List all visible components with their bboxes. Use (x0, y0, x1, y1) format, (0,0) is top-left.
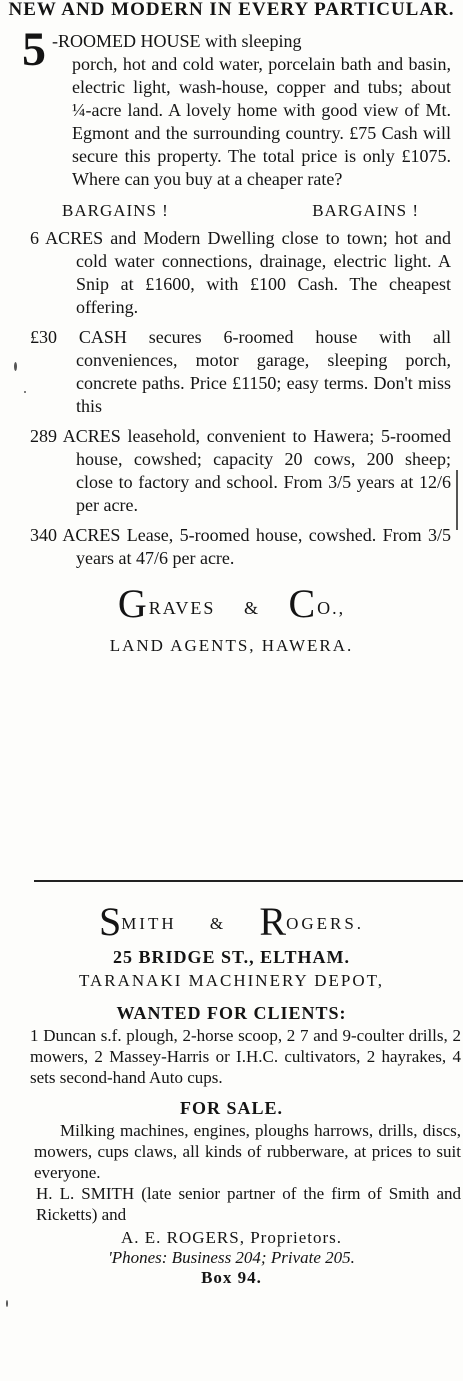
firm-initial-c: C (288, 581, 318, 626)
scan-speck (24, 391, 26, 393)
firm-name-part1: RAVES (148, 598, 216, 618)
proprietors-line: A. E. ROGERS, Proprietors. (120, 1228, 343, 1247)
listing-30-cash: £30 CASH secures 6-roomed house with all conveniences, motor garage, sleeping porch, concrete paths. Price £1150; easy terms. Don't miss this (30, 327, 451, 416)
firm-name-part2: O., (317, 598, 346, 618)
listing-340-acres: 340 ACRES Lease, 5-roomed house, cowshed. From 3/5 years at 47/6 per acre. (30, 525, 451, 568)
bargains-left: BARGAINS ! (62, 201, 169, 220)
company-initial-s: S (98, 899, 122, 944)
intro-first-line: -ROOMED HOUSE with sleeping (52, 31, 302, 51)
forsale-body: Milking machines, engines, ploughs harrows, drills, discs, mowers, cups claws, all kinds of rubberware, at prices to suit everyone. (34, 1121, 461, 1182)
listing-6-acres: 6 ACRES and Modern Dwelling close to town; hot and cold water connections, drainage, electric light. A Snip at £1600, with £100 Cash. The cheapest offering. (30, 228, 451, 317)
column-divider (34, 880, 463, 882)
forsale-heading: FOR SALE. (179, 1098, 284, 1118)
box-number: Box 94. (201, 1268, 262, 1287)
intro-body: porch, hot and cold water, porcelain bath and basin, electric light, wash-house, copper and tubs; about ¼-acre land. A lovely home with good view of Mt. Egmont and the surrounding country. £75 Cash will secure this property. The total price is only £1075. Where can you buy at a cheaper rate? (72, 54, 451, 189)
scan-edge-mark (456, 470, 458, 530)
company-name-part1: MITH (121, 914, 177, 933)
intro-paragraph (0, 23, 463, 191)
firm-subtitle: LAND AGENTS, HAWERA. (109, 636, 354, 655)
address: 25 BRIDGE ST., ELTHAM. (112, 947, 351, 967)
dropcap-numeral: 5 (22, 23, 46, 76)
firm-initial-g: G (117, 581, 149, 626)
wanted-heading: WANTED FOR CLIENTS: (116, 1003, 347, 1023)
graves-co-advertisement (0, 0, 463, 656)
bargains-banner (0, 199, 463, 223)
property-listings (0, 227, 463, 570)
scan-speck (14, 362, 17, 371)
phone-numbers: 'Phones: Business 204; Private 205. (108, 1248, 355, 1267)
bargains-right: BARGAINS ! (312, 201, 419, 220)
smith-rogers-advertisement (0, 899, 463, 1288)
company-ampersand: & (209, 914, 227, 933)
listing-289-acres: 289 ACRES leasehold, convenient to Hawera; 5-roomed house, cowshed; capacity 20 cows, 200 sheep; close to factory and school. From 3/5 years at 12/6 per acre. (30, 426, 451, 515)
firm-name (0, 581, 463, 626)
wanted-body: 1 Duncan s.f. plough, 2-horse scoop, 2 7 and 9-coulter drills, 2 mowers, 2 Massey-Harris or I.H.C. cultivators, 2 hayrakes, 4 sets second-hand Auto cups. (30, 1026, 461, 1087)
scan-speck (6, 1300, 8, 1307)
company-name (0, 899, 463, 944)
depot-name: TARANAKI MACHINERY DEPOT, (78, 971, 385, 990)
partner-line: H. L. SMITH (late senior partner of the firm of Smith and Ricketts) and (36, 1184, 461, 1224)
company-name-part2: OGERS. (286, 914, 365, 933)
company-initial-r: R (259, 899, 287, 944)
headline: NEW AND MODERN IN EVERY PARTICULAR. (8, 0, 455, 20)
firm-ampersand: & (243, 598, 260, 618)
